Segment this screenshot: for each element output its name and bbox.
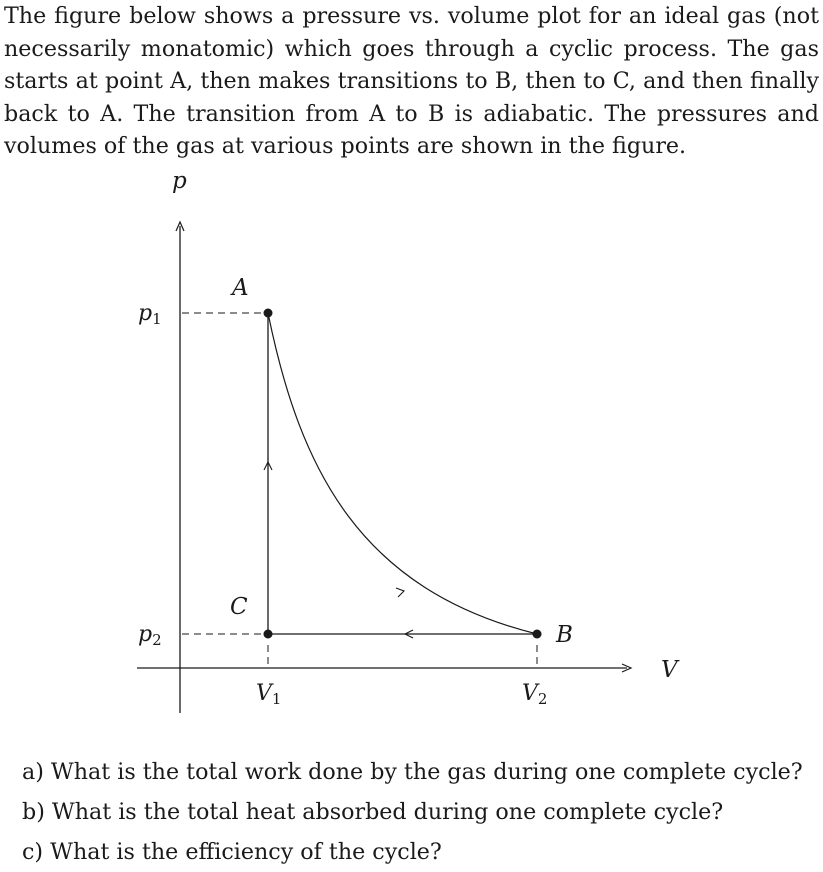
- v2-label: V2: [522, 681, 548, 708]
- v-axis-label: V: [661, 657, 678, 683]
- point-b-label: B: [556, 622, 573, 648]
- point-b-dot: [533, 630, 542, 639]
- point-a-dot: [264, 309, 273, 318]
- p-axis-label: p: [172, 168, 187, 194]
- p1-label: p1: [138, 301, 162, 328]
- v1-label: V1: [256, 681, 282, 708]
- question-list: [22, 752, 803, 872]
- p2-label: p2: [138, 622, 162, 649]
- question-b: b) What is the total heat absorbed during one complete cycle?: [22, 799, 724, 825]
- adiabatic-curve-a-to-b: [268, 313, 537, 634]
- question-c: c) What is the efficiency of the cycle?: [22, 839, 442, 865]
- arrow-a-to-b: [396, 588, 404, 597]
- point-a-label: A: [232, 275, 249, 301]
- point-c-dot: [264, 630, 273, 639]
- point-c-label: C: [230, 594, 248, 620]
- intro-paragraph: The figure below shows a pressure vs. volume plot for an ideal gas (not necessarily monatomic) which goes through a cyclic process. The gas starts at point A, then makes transitions to B, then to C, and then finally back to A. The transition from A to B is adiabatic. The pressures and volumes of the gas at various points are shown in the figure.: [4, 3, 819, 159]
- question-a: a) What is the total work done by the gas during one complete cycle?: [22, 759, 803, 785]
